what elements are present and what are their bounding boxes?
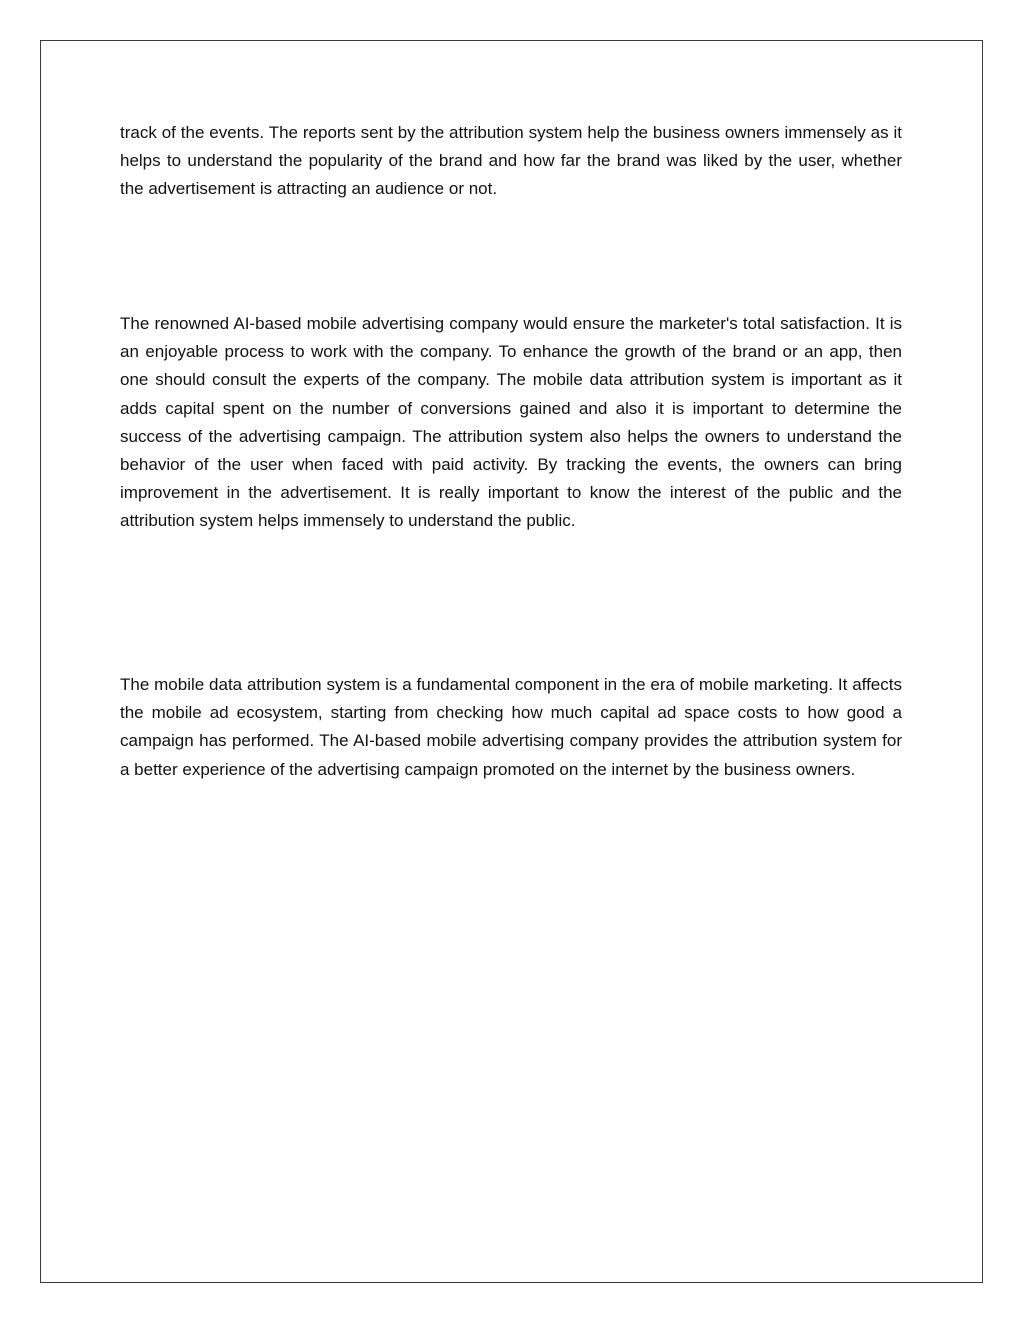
body-paragraph-2: The renowned AI-based mobile advertising company would ensure the marketer's total satisfaction. It is an enjoyable process to work with the company. To enhance the growth of the brand or an app, then one should consult the experts of the company. The mobile data attribution system is important as it adds capital spent on the number of conversions gained and also it is important to determine the success of the advertising campaign. The attribution system also helps the owners to understand the behavior of the user when faced with paid activity. By tracking the events, the owners can bring improvement in the advertisement. It is really important to know the interest of the public and the attribution system helps immensely to understand the public. — [120, 314, 902, 531]
body-paragraph-3: The mobile data attribution system is a fundamental component in the era of mobile marketing. It affects the mobile ad ecosystem, starting from checking how much capital ad space costs to how good a campaign has performed. The AI-based mobile advertising company provides the attribution system for a better experience of the advertising campaign promoted on the internet by the business owners. — [120, 675, 902, 779]
body-paragraph-1: track of the events. The reports sent by the attribution system help the business owners immensely as it helps to understand the popularity of the brand and how far the brand was liked by the user, whether the advertisement is attracting an audience or not. — [120, 123, 902, 199]
page-border — [40, 40, 983, 1283]
